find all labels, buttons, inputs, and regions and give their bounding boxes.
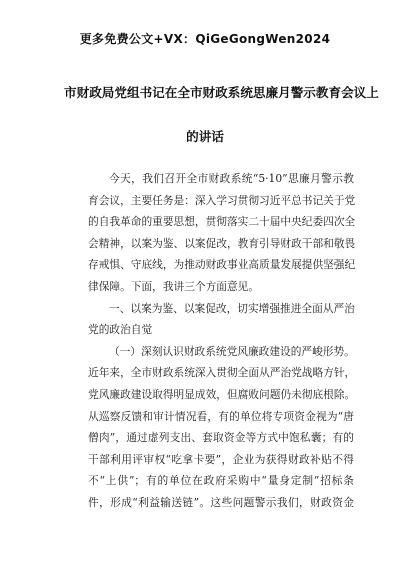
text-line: 干部利用评审权“吃拿卡要”，企业为获得财政补贴不得: [88, 452, 354, 466]
text-line: 律保障。下面，我讲三个方面意见。: [88, 279, 260, 293]
section-heading-continued: 党的政治自觉: [88, 323, 153, 337]
text-line: 今天，我们召开全市财政系统“5·10”思廉月警示教: [109, 172, 354, 185]
text-line: 会精神，以案为鉴、以案促改，教育引导财政干部和敬畏: [88, 236, 356, 250]
subsection-heading: （一）深刻认识财政系统党风廉政建设的严峻形势。: [109, 344, 355, 358]
text-line: 件，形成“利益输送链”。这些问题警示我们，财政资金: [88, 495, 354, 509]
paragraph-opening: [88, 168, 354, 514]
text-line: 的自我革命的重要思想，贯彻落实二十届中央纪委四次全: [88, 215, 356, 229]
text-line: 近年来，全市财政系统深入贯彻全面从严治党战略方针，: [88, 366, 356, 380]
text-line: 育会议，主要任务是：深入学习贯彻习近平总书记关于党: [88, 193, 356, 207]
text-line: 不“上供”；有的单位在政府采购中“量身定制”招标条: [88, 474, 354, 488]
text-line: 党风廉政建设取得明显成效，但腐败问题仍未彻底根除。: [88, 387, 356, 401]
document-title-continued: 的讲话: [186, 129, 224, 144]
text-line: 从巡察反馈和审计情况看，有的单位将专项资金视为“唐: [88, 409, 354, 423]
section-heading: 一、以案为鉴、以案促改，切实增强推进全面从严治: [109, 301, 355, 315]
watermark-header: 更多免费公文+VX：QiGeGongWen2024: [79, 32, 331, 46]
text-line: 僧肉”，通过虚列支出、套取资金等方式中饱私囊；有的: [88, 431, 354, 445]
text-line: 存戒惧、守底线，为推动财政事业高质量发展提供坚强纪: [88, 258, 356, 272]
document-title: 市财政局党组书记在全市财政系统思廉月警示教育会议上: [64, 85, 379, 100]
